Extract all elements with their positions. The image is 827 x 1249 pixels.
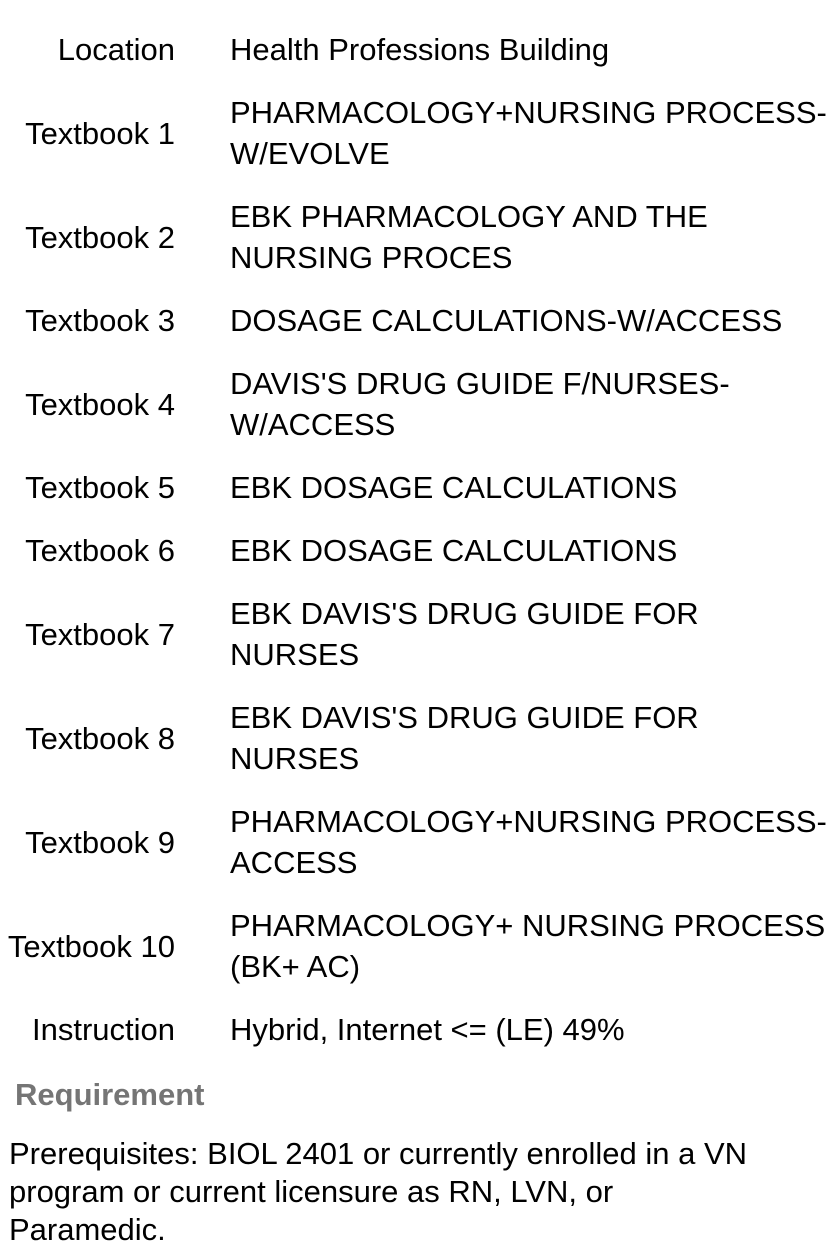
detail-row-value: EBK DAVIS'S DRUG GUIDE FOR NURSES (230, 700, 699, 776)
detail-row-label: Textbook 10 (7, 928, 175, 964)
detail-row-label: Textbook 8 (25, 720, 175, 756)
detail-row-value: EBK DAVIS'S DRUG GUIDE FOR NURSES (230, 596, 699, 672)
detail-row-label: Location (57, 32, 175, 67)
requirement-section-heading: Requirement (15, 1077, 205, 1112)
detail-row-value: EBK PHARMACOLOGY AND THE NURSING PROCES (230, 199, 708, 275)
detail-row-label: Instruction (31, 1012, 175, 1047)
detail-row (0, 81, 827, 185)
detail-row-value: EBK DOSAGE CALCULATIONS (230, 470, 678, 505)
detail-row (0, 790, 827, 894)
detail-row-label: Textbook 4 (25, 386, 175, 422)
detail-row-label: Textbook 9 (25, 824, 175, 860)
detail-row-value: PHARMACOLOGY+ NURSING PROCESS (BK+ AC) (230, 908, 826, 984)
detail-row-value: PHARMACOLOGY+NURSING PROCESS-W/EVOLVE (230, 95, 827, 171)
detail-row-label: Textbook 6 (25, 533, 175, 568)
detail-row-value: DAVIS'S DRUG GUIDE F/NURSES-W/ACCESS (230, 366, 730, 442)
detail-row-value: Hybrid, Internet <= (LE) 49% (230, 1012, 625, 1047)
prerequisites-text: Prerequisites: BIOL 2401 or currently enrolled in a VN program or current licensure as RN, LVN, or Paramedic. (9, 1136, 748, 1247)
detail-row (0, 582, 827, 686)
detail-row (0, 894, 827, 998)
detail-row-value: DOSAGE CALCULATIONS-W/ACCESS (230, 303, 783, 338)
detail-row (0, 289, 827, 352)
detail-row-label: Textbook 3 (25, 303, 175, 338)
detail-row-value: Health Professions Building (230, 32, 610, 67)
detail-row (0, 185, 827, 289)
detail-row (0, 998, 827, 1061)
detail-row (0, 18, 827, 81)
detail-row-label: Textbook 7 (25, 616, 175, 652)
detail-row-value: EBK DOSAGE CALCULATIONS (230, 533, 678, 568)
detail-row-label: Textbook 5 (25, 470, 175, 505)
detail-row-label: Textbook 2 (25, 219, 175, 255)
detail-row-label: Textbook 1 (25, 115, 175, 151)
detail-row-value: PHARMACOLOGY+NURSING PROCESS-ACCESS (230, 804, 827, 880)
detail-row (0, 352, 827, 456)
detail-row (0, 456, 827, 519)
detail-row (0, 519, 827, 582)
detail-row (0, 686, 827, 790)
